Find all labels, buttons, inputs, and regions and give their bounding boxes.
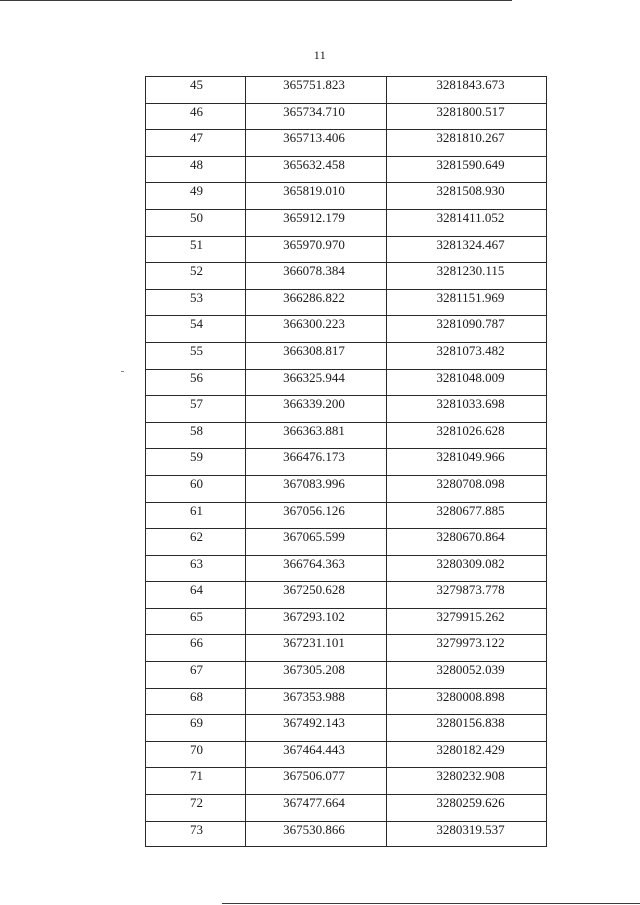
table-row [146,263,547,290]
point-number-cell: 48 [146,156,246,183]
point-number-cell: 45 [146,77,246,104]
y-coordinate-cell: 3280670.864 [387,529,547,556]
table-row [146,635,547,662]
x-coordinate-cell: 367353.988 [246,688,387,715]
x-coordinate-cell: 366078.384 [246,263,387,290]
x-coordinate-cell: 365970.970 [246,236,387,263]
y-coordinate-cell: 3281324.467 [387,236,547,263]
y-coordinate-cell: 3281090.787 [387,316,547,343]
table-row [146,608,547,635]
x-coordinate-cell: 365912.179 [246,209,387,236]
coordinate-table [145,76,547,847]
y-coordinate-cell: 3281049.966 [387,449,547,476]
bottom-rule [222,903,640,904]
y-coordinate-cell: 3279873.778 [387,582,547,609]
table-row [146,529,547,556]
point-number-cell: 54 [146,316,246,343]
table-row [146,396,547,423]
x-coordinate-cell: 367065.599 [246,529,387,556]
point-number-cell: 59 [146,449,246,476]
y-coordinate-cell: 3280319.537 [387,821,547,846]
x-coordinate-cell: 367506.077 [246,768,387,795]
y-coordinate-cell: 3281048.009 [387,369,547,396]
point-number-cell: 64 [146,582,246,609]
point-number-cell: 63 [146,555,246,582]
y-coordinate-cell: 3281026.628 [387,422,547,449]
coordinate-table-body [146,77,547,847]
point-number-cell: 66 [146,635,246,662]
table-row [146,156,547,183]
point-number-cell: 67 [146,662,246,689]
x-coordinate-cell: 367056.126 [246,502,387,529]
point-number-cell: 46 [146,103,246,130]
point-number-cell: 70 [146,741,246,768]
point-number-cell: 52 [146,263,246,290]
point-number-cell: 49 [146,183,246,210]
x-coordinate-cell: 366325.944 [246,369,387,396]
y-coordinate-cell: 3281810.267 [387,130,547,157]
point-number-cell: 51 [146,236,246,263]
point-number-cell: 47 [146,130,246,157]
y-coordinate-cell: 3281230.115 [387,263,547,290]
table-row [146,289,547,316]
y-coordinate-cell: 3280008.898 [387,688,547,715]
x-coordinate-cell: 367492.143 [246,715,387,742]
table-row [146,209,547,236]
scan-artifact [121,371,124,372]
y-coordinate-cell: 3281073.482 [387,342,547,369]
table-row [146,821,547,846]
point-number-cell: 58 [146,422,246,449]
point-number-cell: 53 [146,289,246,316]
table-row [146,77,547,104]
table-row [146,795,547,822]
y-coordinate-cell: 3280182.429 [387,741,547,768]
x-coordinate-cell: 366363.881 [246,422,387,449]
table-row [146,449,547,476]
y-coordinate-cell: 3280259.626 [387,795,547,822]
y-coordinate-cell: 3281843.673 [387,77,547,104]
point-number-cell: 57 [146,396,246,423]
x-coordinate-cell: 367477.664 [246,795,387,822]
y-coordinate-cell: 3280156.838 [387,715,547,742]
point-number-cell: 65 [146,608,246,635]
x-coordinate-cell: 367083.996 [246,475,387,502]
point-number-cell: 55 [146,342,246,369]
point-number-cell: 69 [146,715,246,742]
table-row [146,475,547,502]
point-number-cell: 50 [146,209,246,236]
point-number-cell: 61 [146,502,246,529]
y-coordinate-cell: 3281411.052 [387,209,547,236]
point-number-cell: 56 [146,369,246,396]
table-row [146,768,547,795]
table-row [146,715,547,742]
top-rule [0,0,512,1]
x-coordinate-cell: 365819.010 [246,183,387,210]
y-coordinate-cell: 3281508.930 [387,183,547,210]
table-row [146,502,547,529]
x-coordinate-cell: 367231.101 [246,635,387,662]
table-row [146,316,547,343]
point-number-cell: 68 [146,688,246,715]
table-row [146,422,547,449]
x-coordinate-cell: 367464.443 [246,741,387,768]
y-coordinate-cell: 3280708.098 [387,475,547,502]
x-coordinate-cell: 367293.102 [246,608,387,635]
x-coordinate-cell: 367305.208 [246,662,387,689]
x-coordinate-cell: 367250.628 [246,582,387,609]
point-number-cell: 73 [146,821,246,846]
y-coordinate-cell: 3280052.039 [387,662,547,689]
table-row [146,369,547,396]
y-coordinate-cell: 3281800.517 [387,103,547,130]
y-coordinate-cell: 3280677.885 [387,502,547,529]
table-row [146,688,547,715]
table-row [146,183,547,210]
x-coordinate-cell: 367530.866 [246,821,387,846]
x-coordinate-cell: 366764.363 [246,555,387,582]
y-coordinate-cell: 3280309.082 [387,555,547,582]
x-coordinate-cell: 365734.710 [246,103,387,130]
point-number-cell: 62 [146,529,246,556]
table-row [146,662,547,689]
page-number: 11 [313,48,327,62]
table-row [146,741,547,768]
x-coordinate-cell: 366308.817 [246,342,387,369]
table-row [146,582,547,609]
y-coordinate-cell: 3280232.908 [387,768,547,795]
table-row [146,555,547,582]
table-row [146,342,547,369]
point-number-cell: 60 [146,475,246,502]
y-coordinate-cell: 3281151.969 [387,289,547,316]
x-coordinate-cell: 366476.173 [246,449,387,476]
x-coordinate-cell: 365713.406 [246,130,387,157]
table-row [146,236,547,263]
point-number-cell: 72 [146,795,246,822]
y-coordinate-cell: 3281033.698 [387,396,547,423]
x-coordinate-cell: 365751.823 [246,77,387,104]
table-row [146,130,547,157]
y-coordinate-cell: 3279915.262 [387,608,547,635]
table-row [146,103,547,130]
x-coordinate-cell: 366286.822 [246,289,387,316]
y-coordinate-cell: 3279973.122 [387,635,547,662]
point-number-cell: 71 [146,768,246,795]
x-coordinate-cell: 366339.200 [246,396,387,423]
x-coordinate-cell: 366300.223 [246,316,387,343]
x-coordinate-cell: 365632.458 [246,156,387,183]
y-coordinate-cell: 3281590.649 [387,156,547,183]
